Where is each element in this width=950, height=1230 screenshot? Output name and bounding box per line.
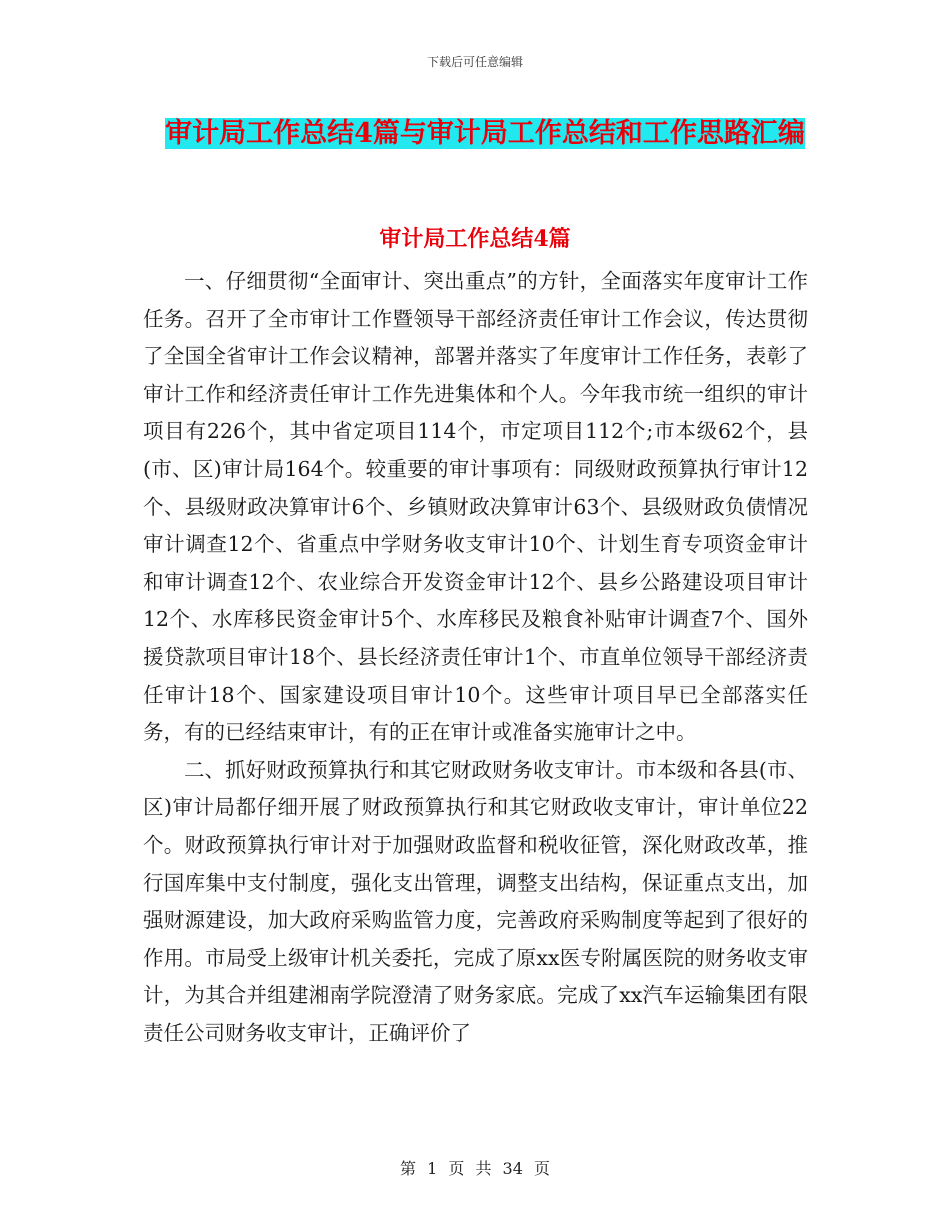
section-title: 审计局工作总结4篇 [379,226,571,252]
paragraph-2: 二、抓好财政预算执行和其它财政财务收支审计。市本级和各县(市、区)审计局都仔细开展了财政预算执行和其它财政收支审计，审计单位22个。财政预算执行审计对于加强财政监督和税收征管，深化财政改革，推行国库集中支付制度，强化支出管理，调整支出结构，保证重点支出，加强财源建设，加大政府采购监管力度，完善政府采购制度等起到了很好的作用。市局受上级审计机关委托，完成了原xx医专附属医院的财务收支审计，为其合并组建湘南学院澄清了财务家底。完成了xx汽车运输集团有限责任公司财务收支审计，正确评价了 [143,757,808,1045]
document-title-text: 审计局工作总结4篇与审计局工作总结和工作思路汇编 [165,118,805,149]
page-footer: 第 1 页 共 34 页 [400,1159,550,1178]
header-note: 下载后可任意编辑 [426,55,523,69]
document-title [140,110,830,158]
document-body [143,263,808,1052]
paragraph-1: 一、仔细贯彻“全面审计、突出重点”的方针，全面落实年度审计工作任务。召开了全市审计工作暨领导干部经济责任审计工作会议，传达贯彻了全国全省审计工作会议精神，部署并落实了年度审计工作任务，表彰了审计工作和经济责任审计工作先进集体和个人。今年我市统一组织的审计项目有226个，其中省定项目114个，市定项目112个;市本级62个，县(市、区)审计局164个。较重要的审计事项有：同级财政预算执行审计12个、县级财政决算审计6个、乡镇财政决算审计63个、县级财政负债情况审计调查12个、省重点中学财务收支审计10个、计划生育专项资金审计和审计调查12个、农业综合开发资金审计12个、县乡公路建设项目审计12个、水库移民资金审计5个、水库移民及粮食补贴审计调查7个、国外援贷款项目审计18个、县长经济责任审计1个、市直单位领导干部经济责任审计18个、国家建设项目审计10个。这些审计项目早已全部落实任务，有的已经结束审计，有的正在审计或准备实施审计之中。 [143,269,808,745]
